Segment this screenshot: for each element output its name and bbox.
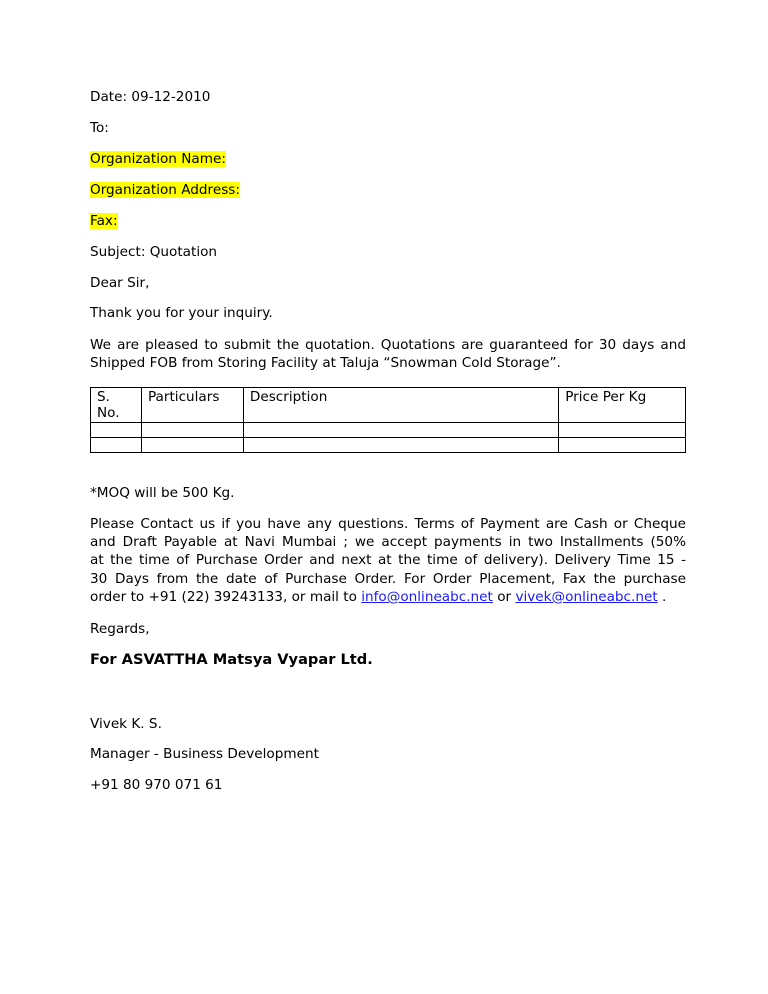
signer-phone: +91 80 970 071 61 — [90, 777, 223, 793]
subject-line: Subject: Quotation — [90, 244, 218, 260]
table-cell[interactable] — [141, 423, 243, 438]
organization-address-label: Organization Address: — [90, 182, 240, 198]
regards-line: Regards, — [90, 621, 150, 637]
date-line: Date: 09-12-2010 — [90, 89, 211, 105]
intro-line: We are pleased to submit the quotation. Quotations are guaranteed for 30 days and — [90, 337, 686, 353]
quotation-table — [90, 387, 686, 453]
company-name: For ASVATTHA Matsya Vyapar Ltd. — [90, 651, 373, 668]
header-sno: S. No. — [91, 388, 142, 423]
contact-line: 30 Days from the date of Purchase Order. For Order Placement, Fax the purchase — [90, 570, 686, 587]
contact-line: at the time of Purchase Order and next at the time of delivery). Delivery Time 15 - — [90, 552, 686, 569]
table-row — [91, 423, 686, 438]
header-description: Description — [243, 388, 558, 423]
thanks-line: Thank you for your inquiry. — [90, 305, 273, 321]
table-cell[interactable] — [559, 438, 686, 453]
table-cell[interactable] — [141, 438, 243, 453]
contact-line: Please Contact us if you have any questions. Terms of Payment are Cash or Cheque — [90, 516, 686, 532]
moq-line: *MOQ will be 500 Kg. — [90, 485, 235, 501]
contact-end-text: . — [657, 588, 667, 605]
email-link-vivek[interactable]: vivek@onlineabc.net — [515, 588, 658, 605]
fax-field — [90, 212, 118, 230]
contact-or-text: or — [492, 588, 516, 605]
table-row — [91, 438, 686, 453]
intro-line: Shipped FOB from Storing Facility at Taluja “Snowman Cold Storage”. — [90, 355, 561, 372]
organization-address-field — [90, 181, 240, 199]
header-particulars: Particulars — [141, 388, 243, 423]
header-price-per-kg: Price Per Kg — [559, 388, 686, 423]
to-line: To: — [90, 120, 109, 136]
signer-name: Vivek K. S. — [90, 716, 162, 732]
contact-fax-text: order to +91 (22) 39243133, or mail to — [90, 588, 362, 605]
contact-line-last — [90, 588, 686, 606]
contact-paragraph — [90, 515, 686, 606]
fax-label: Fax: — [90, 213, 118, 229]
table-cell[interactable] — [243, 438, 558, 453]
table-cell[interactable] — [91, 438, 142, 453]
email-link-info[interactable]: info@onlineabc.net — [361, 588, 493, 605]
table-cell[interactable] — [243, 423, 558, 438]
organization-name-field — [90, 150, 226, 168]
table-cell[interactable] — [559, 423, 686, 438]
contact-line: and Draft Payable at Navi Mumbai ; we accept payments in two Installments (50% — [90, 534, 686, 551]
table-header-row — [91, 388, 686, 423]
intro-paragraph — [90, 336, 686, 372]
table-cell[interactable] — [91, 423, 142, 438]
signer-title: Manager - Business Development — [90, 746, 319, 762]
organization-name-label: Organization Name: — [90, 151, 226, 167]
salutation: Dear Sir, — [90, 275, 150, 291]
